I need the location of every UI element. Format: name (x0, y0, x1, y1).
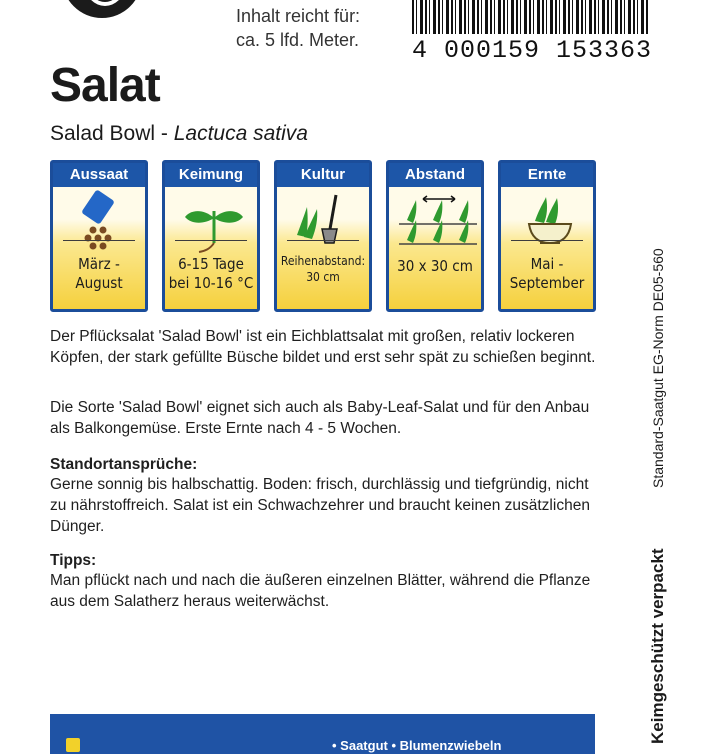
content-label: Inhalt reicht für: (236, 6, 361, 26)
soil-line (175, 240, 247, 241)
footer-bar (50, 714, 595, 754)
info-cards (50, 160, 598, 316)
plant-shovel-icon (277, 187, 372, 257)
card-text-line: 30 x 30 cm (397, 257, 473, 275)
card-text-line: Mai - (530, 255, 564, 273)
card-title: Ernte (501, 163, 593, 187)
seed-packet-icon (53, 187, 148, 257)
card-title: Kultur (277, 163, 369, 187)
description-paragraph-2: Die Sorte 'Salad Bowl' eignet sich auch als Baby-Leaf-Salat und für den Anbau als Balkongemüse. Erste Ernte nach 4 - 5 Wochen. (50, 399, 590, 437)
card-text-line: August (75, 274, 123, 292)
subtitle (50, 122, 308, 146)
page-title: Salat (50, 59, 160, 112)
seedling-icon (165, 187, 260, 257)
card-kultur (274, 160, 372, 312)
subtitle-latin: Lactuca sativa (173, 122, 308, 145)
footer-text: • Saatgut • Blumenzwiebeln (332, 738, 502, 753)
brand-logo (62, 0, 142, 18)
barcode-number: 4 000159 153363 (412, 36, 653, 65)
card-text-line: Reihenabstand: (280, 254, 366, 268)
card-title: Aussaat (53, 163, 145, 187)
content-value: ca. 5 lfd. Meter. (236, 30, 360, 50)
subtitle-name: Salad Bowl - (50, 122, 168, 145)
description-paragraph-1: Der Pflücksalat 'Salad Bowl' ist ein Eichblattsalat mit großen, relativ lockeren Köpfen, der stark gefüllte Büsche bildet und erst sehr spät zu schießen beginnt. (50, 328, 596, 366)
card-text-line: März - (78, 255, 120, 273)
vertical-keim-text: Keimgeschützt verpackt (648, 548, 667, 744)
card-text (277, 253, 369, 285)
card-text (53, 255, 145, 293)
vertical-standard-text: Standard-Saatgut EG-Norm DE05-560 (650, 248, 666, 488)
barcode (412, 0, 648, 34)
card-text-line: 6-15 Tage (178, 255, 244, 273)
location-text: Gerne sonnig bis halbschattig. Boden: frisch, durchlässig und tiefgründig, nicht zu nährstoffreich. Salat ist ein Schwachzehrer und braucht keinen zusätzlichen Dünger. (50, 476, 590, 535)
card-text (389, 257, 481, 276)
card-title: Abstand (389, 163, 481, 187)
harvest-bowl-icon (501, 187, 596, 257)
card-text (501, 255, 593, 293)
soil-line (63, 240, 135, 241)
card-aussaat (50, 160, 148, 312)
card-title: Keimung (165, 163, 257, 187)
card-abstand (386, 160, 484, 312)
location-heading: Standortansprüche: (50, 456, 198, 473)
soil-line (511, 240, 583, 241)
card-text-line: bei 10-16 °C (168, 274, 254, 292)
card-text (165, 255, 257, 293)
card-keimung (162, 160, 260, 312)
spacing-icon (389, 187, 484, 257)
tips-heading: Tipps: (50, 552, 97, 569)
card-text-line: September (509, 274, 585, 292)
tips-text: Man pflückt nach und nach die äußeren einzelnen Blätter, während die Pflanze aus dem Salatherz heraus weiterwächst. (50, 572, 591, 610)
card-text-line: 30 cm (306, 270, 340, 284)
soil-line (287, 240, 359, 241)
content-info (236, 4, 360, 52)
card-ernte (498, 160, 596, 312)
